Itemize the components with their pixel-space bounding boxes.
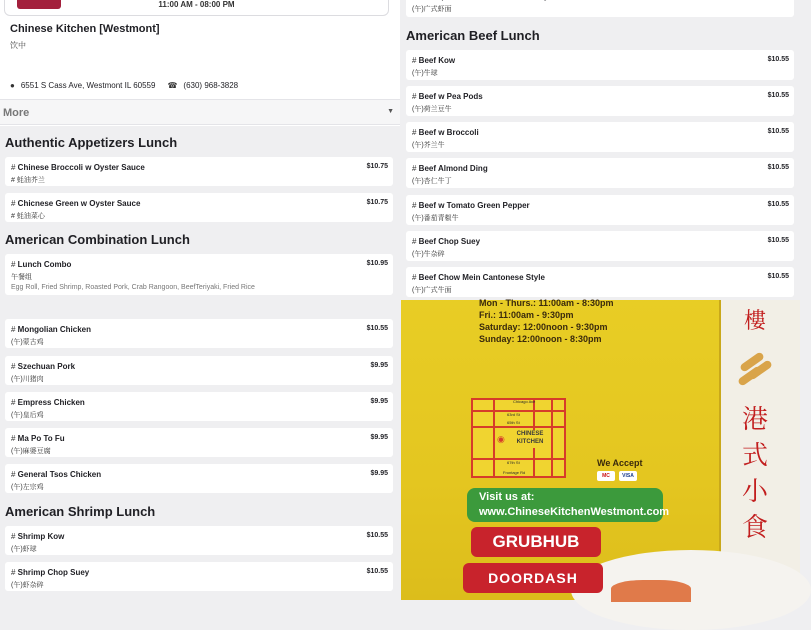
spring-rolls-image bbox=[731, 344, 779, 394]
flyer-hours-line: Fri.: 11:00am - 9:30pm bbox=[479, 310, 574, 320]
menu-item-card[interactable] bbox=[406, 122, 794, 152]
menu-item-chinese-name: (午)杏仁牛丁 bbox=[412, 178, 452, 185]
hash-icon bbox=[412, 0, 419, 1]
map-street-label: Chicago Ave bbox=[513, 399, 536, 404]
menu-item-name-text: General Tsos Chicken bbox=[17, 470, 102, 479]
menu-item-chinese-name: # 蚝油菜心 bbox=[11, 213, 45, 220]
menu-item-card[interactable] bbox=[5, 319, 393, 348]
visit-us-label: Visit us at: bbox=[479, 491, 535, 503]
menu-item-card[interactable] bbox=[406, 267, 794, 297]
restaurant-chinese-name: 饮中 bbox=[10, 41, 26, 50]
hash-icon: # bbox=[11, 532, 18, 541]
menu-item-name-text: Beef Chow Mein Cantonese Style bbox=[418, 273, 545, 282]
menu-item-name bbox=[11, 532, 64, 541]
menu-item-name bbox=[11, 568, 89, 577]
menu-item-name bbox=[11, 260, 71, 269]
menu-item-card[interactable] bbox=[5, 464, 393, 493]
mastercard-icon: MC bbox=[597, 471, 615, 481]
menu-item-chinese-name: (午)虾球 bbox=[11, 546, 37, 553]
phone-link[interactable]: (630) 968-3828 bbox=[183, 81, 239, 90]
menu-item-name bbox=[412, 56, 455, 65]
hash-icon: # bbox=[11, 362, 18, 371]
menu-item-chinese-name: (午)广式牛面 bbox=[412, 287, 452, 294]
restaurant-name: Chinese Kitchen [Westmont] bbox=[10, 23, 160, 35]
menu-item-chinese-name: # 蚝油芥兰 bbox=[11, 177, 45, 184]
menu-item-price: $10.95 bbox=[366, 260, 388, 267]
menu-item-card[interactable] bbox=[5, 157, 393, 186]
section-title: Authentic Appetizers Lunch bbox=[5, 135, 178, 150]
menu-item-name-text: Empress Chicken bbox=[17, 398, 85, 407]
menu-list bbox=[0, 126, 400, 600]
hours-text: 11:00 AM - 08:00 PM bbox=[158, 0, 235, 9]
food-image bbox=[611, 580, 691, 602]
hash-icon: # bbox=[412, 237, 419, 246]
menu-item-name bbox=[11, 362, 75, 371]
menu-item-price: $10.75 bbox=[366, 163, 388, 170]
menu-item-name-text: Beef w Tomato Green Pepper bbox=[418, 201, 530, 210]
menu-item-chinese-name: (午)番茄青椒牛 bbox=[412, 215, 459, 222]
menu-item-price: $10.55 bbox=[767, 237, 789, 244]
menu-item-name-text: Beef Almond Ding bbox=[418, 164, 488, 173]
food-plate-image bbox=[571, 550, 811, 630]
hash-icon: # bbox=[412, 92, 419, 101]
menu-item-card[interactable] bbox=[5, 193, 393, 222]
menu-item-name-text: Lunch Combo bbox=[17, 260, 72, 269]
menu-item-chinese-name: (午)左宗鸡 bbox=[11, 484, 44, 491]
menu-item-chinese-name: (午)川猪肉 bbox=[11, 376, 44, 383]
hash-icon: # bbox=[11, 434, 18, 443]
menu-item-name bbox=[11, 398, 85, 407]
doordash-logo: DOORDASH bbox=[463, 563, 603, 593]
chinese-sign-text: 港式小食 bbox=[741, 405, 768, 543]
we-accept-label: We Accept bbox=[597, 458, 643, 468]
hash-icon: # bbox=[11, 325, 18, 334]
menu-item-card[interactable] bbox=[5, 562, 393, 591]
menu-item-card[interactable] bbox=[406, 195, 794, 225]
section-title: American Combination Lunch bbox=[5, 232, 190, 247]
menu-item-name bbox=[412, 273, 545, 282]
hours-card bbox=[4, 0, 389, 16]
menu-item-chinese-name: (午)芥兰牛 bbox=[412, 142, 445, 149]
map-street-label: 63rd St bbox=[507, 412, 520, 417]
restaurant-flyer-photo bbox=[401, 300, 800, 600]
hash-icon: # bbox=[412, 273, 419, 282]
menu-item-price: $10.55 bbox=[767, 92, 789, 99]
menu-item-name bbox=[11, 434, 65, 443]
menu-item-name-text bbox=[419, 0, 555, 1]
menu-item-chinese-name: 午餐组 bbox=[11, 274, 32, 281]
hash-icon: # bbox=[412, 128, 419, 137]
menu-item-name-text: Szechuan Pork bbox=[17, 362, 76, 371]
menu-item-price: $10.55 bbox=[767, 56, 789, 63]
menu-item-chinese-name: (午)牛球 bbox=[412, 70, 438, 77]
hash-icon: # bbox=[412, 56, 419, 65]
hash-icon: # bbox=[11, 260, 18, 269]
menu-item-name-text: Beef w Pea Pods bbox=[418, 92, 483, 101]
menu-item-card[interactable] bbox=[406, 50, 794, 80]
visa-icon: VISA bbox=[619, 471, 637, 481]
menu-item-price: $10.75 bbox=[366, 199, 388, 206]
menu-item-card[interactable] bbox=[5, 392, 393, 421]
menu-item-chinese-name: (午)皇后鸡 bbox=[11, 412, 44, 419]
grubhub-logo: GRUBHUB bbox=[471, 527, 601, 557]
map-street-label: 65th St bbox=[507, 420, 520, 425]
menu-item-name bbox=[412, 237, 480, 246]
map-marker-icon: ◉ bbox=[497, 434, 505, 444]
menu-item-price: $10.55 bbox=[767, 201, 789, 208]
restaurant-menu-panel bbox=[0, 0, 400, 600]
contact-row bbox=[10, 81, 238, 90]
menu-item-price: $10.55 bbox=[366, 568, 388, 575]
menu-item-name bbox=[412, 201, 530, 210]
menu-item-card[interactable] bbox=[5, 356, 393, 385]
menu-item-chinese-name: (午)广式虾面 bbox=[412, 6, 452, 13]
menu-item-chinese-name: (午)牛杂碎 bbox=[412, 251, 445, 258]
menu-item-name bbox=[11, 199, 140, 208]
menu-item-chinese-name: (午)荷兰豆牛 bbox=[412, 106, 452, 113]
menu-item-name-text: Mongolian Chicken bbox=[17, 325, 92, 334]
hash-icon: # bbox=[412, 164, 419, 173]
phone-icon: ☎ bbox=[167, 81, 178, 90]
menu-item-price: $10.55 bbox=[366, 532, 388, 539]
menu-item-name bbox=[412, 92, 483, 101]
location-pin-icon: ● bbox=[10, 81, 15, 90]
menu-item-name-text: Shrimp Kow bbox=[17, 532, 65, 541]
menu-item-chinese-name: (午)虾杂碎 bbox=[11, 582, 44, 589]
menu-item-name bbox=[11, 325, 91, 334]
menu-item-name-text: Beef w Broccoli bbox=[418, 128, 479, 137]
menu-item-price: $9.95 bbox=[370, 362, 388, 369]
website-banner bbox=[467, 488, 670, 522]
menu-item-name-text: Chinese Broccoli w Oyster Sauce bbox=[17, 163, 145, 172]
menu-item-price: $10.55 bbox=[767, 164, 789, 171]
map-street-label: 67th St bbox=[507, 460, 520, 465]
address-link[interactable]: 6551 S Cass Ave, Westmont IL 60559 bbox=[20, 81, 156, 90]
hash-icon: # bbox=[11, 163, 18, 172]
hash-icon: # bbox=[11, 199, 18, 208]
menu-item-name-text: Shrimp Chop Suey bbox=[17, 568, 90, 577]
chinese-sign-top: 樓 bbox=[743, 309, 766, 334]
more-label: More bbox=[3, 107, 30, 119]
menu-item-card[interactable] bbox=[5, 254, 393, 295]
menu-item-card[interactable] bbox=[5, 428, 393, 457]
menu-item-name-text: Beef Kow bbox=[418, 56, 456, 65]
menu-item-description: Egg Roll, Fried Shrimp, Roasted Pork, Crab Rangoon, BeefTeriyaki, Fried Rice bbox=[11, 284, 255, 291]
menu-item-chinese-name: (午)蒙古鸡 bbox=[11, 339, 44, 346]
more-dropdown[interactable] bbox=[0, 99, 400, 125]
menu-item-name bbox=[11, 470, 101, 479]
menu-item-price: $10.55 bbox=[767, 273, 789, 280]
flyer-hours-line: Sunday: 12:00noon - 8:30pm bbox=[479, 334, 602, 344]
map-brand: CHINESE KITCHEN bbox=[509, 430, 551, 448]
menu-item-price: $9.95 bbox=[370, 434, 388, 441]
flyer-hours-line: Mon - Thurs.: 11:00am - 8:30pm bbox=[479, 298, 614, 308]
section-title: American Shrimp Lunch bbox=[5, 504, 156, 519]
menu-list-continued bbox=[401, 0, 800, 300]
menu-item-price: $10.55 bbox=[366, 325, 388, 332]
menu-item-name bbox=[11, 163, 145, 172]
menu-item-name bbox=[412, 0, 555, 1]
flyer-hours bbox=[479, 297, 614, 345]
menu-item-price: $9.95 bbox=[370, 398, 388, 405]
hash-icon: # bbox=[11, 398, 18, 407]
flyer-hours-line: Saturday: 12:00noon - 9:30pm bbox=[479, 322, 608, 332]
hash-icon: # bbox=[412, 201, 419, 210]
menu-item-card[interactable] bbox=[406, 231, 794, 261]
menu-item-name-text: Chicnese Green w Oyster Sauce bbox=[17, 199, 141, 208]
menu-item-price: $10.55 bbox=[767, 128, 789, 135]
map-street-label: Frontage Rd bbox=[503, 470, 526, 475]
section-title: American Beef Lunch bbox=[406, 28, 540, 43]
menu-item-card[interactable] bbox=[406, 158, 794, 188]
hash-icon: # bbox=[11, 568, 18, 577]
menu-item-name-text: Beef Chop Suey bbox=[418, 237, 481, 246]
accepted-cards bbox=[597, 471, 637, 481]
menu-item-name-text: Ma Po To Fu bbox=[17, 434, 65, 443]
flyer-map bbox=[471, 398, 566, 478]
menu-item-card[interactable] bbox=[5, 526, 393, 555]
website-url: www.ChineseKitchenWestmont.com bbox=[479, 506, 670, 518]
menu-item-name bbox=[412, 164, 488, 173]
menu-item-card[interactable] bbox=[406, 0, 794, 17]
chevron-down-icon: ▼ bbox=[387, 108, 394, 115]
chinese-sign-vertical bbox=[731, 402, 779, 546]
menu-item-chinese-name: (午)麻婆豆腐 bbox=[11, 448, 51, 455]
menu-item-name bbox=[412, 128, 479, 137]
menu-item-price: $9.95 bbox=[370, 470, 388, 477]
hash-icon: # bbox=[11, 470, 18, 479]
menu-item-card[interactable] bbox=[406, 86, 794, 116]
